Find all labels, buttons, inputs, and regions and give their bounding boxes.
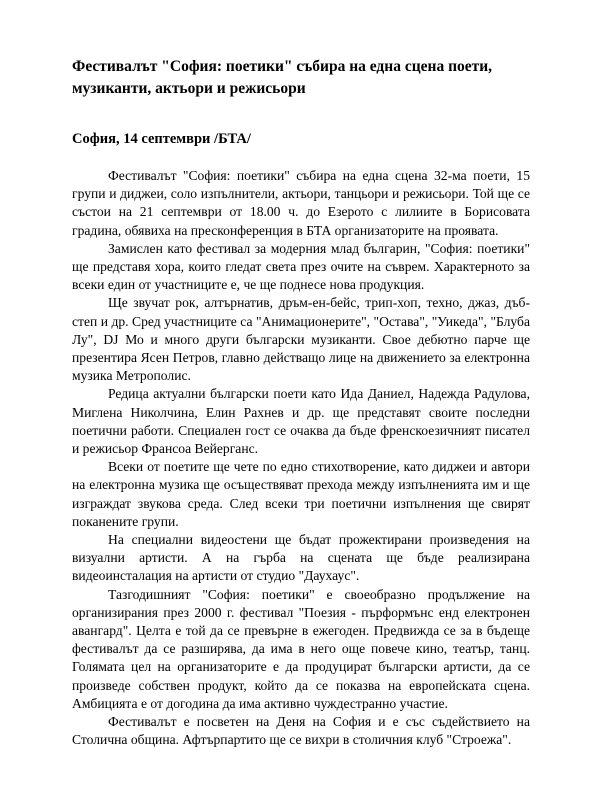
paragraph: Фестивалът е посветен на Деня на София и е със съдействието на Столична община. Афтърпартито ще се вихри в столичния клуб "Строежа". bbox=[72, 714, 530, 748]
article-title: Фестивалът "София: поетики" събира на една сцена поети, музиканти, актьори и режисьори bbox=[72, 58, 493, 97]
document-page bbox=[72, 56, 530, 750]
paragraph: Всеки от поетите ще чете по едно стихотворение, като диджеи и автори на електронна музика ще осъществяват прехода между изпълненията им и ще изграждат звукова среда. След всеки три поетични изпълнения ще свирят поканените групи. bbox=[72, 459, 530, 529]
paragraph: Замислен като фестивал за модерния млад българин, "София: поетики" ще представя хора, които гледат света през очите на съврем. Характерното за всеки един от участниците е, че ще поднесе нова продукция. bbox=[72, 240, 530, 293]
paragraph: На специални видеостени ще бъдат прожектирани произведения на визуални артисти. А на гърба на сцената ще бъде реализирана видеоинсталация на артисти от студио "Даухаус". bbox=[72, 532, 530, 584]
paragraph: Фестивалът "София: поетики" събира на една сцена 32-ма поети, 15 групи и диджеи, соло изпълнители, актьори, танцьори и режисьори. Той ще се състои на 21 септември от 18.00 ч. до Езерото с лилиите в Борисовата градина, обявиха на пресконференция в БТА организаторите на проявата. bbox=[72, 168, 530, 238]
paragraph: Редица актуални български поети като Ида Даниел, Надежда Радулова, Миглена Николчина, Елин Рахнев и др. ще представят своите последни поетични работи. Специален гост се очаква да бъде френскоезичният писател и режисьор Франсоа Вейерганс. bbox=[72, 386, 530, 457]
paragraph: Ще звучат рок, алтърнатив, дръм-ен-бейс, трип-хоп, техно, джаз, дъб-степ и др. Сред участниците са "Анимационерите", "Остава", "Уикеда", "Блуба Лу", DJ Мо и много други български музиканти. Свое дебютно парче ще презентира Ясен Петров, главно действащо лице на движението за електронна музика Метрополис. bbox=[72, 295, 530, 384]
article-body bbox=[72, 167, 530, 750]
article-dateline: София, 14 септември /БТА/ bbox=[72, 131, 251, 147]
paragraph: Тазгодишният "София: поетики" е своеобразно продължение на организирания през 2000 г. фестивал "Поезия - пърформънс енд електронен авангард". Целта е той да се превърне в ежегоден. Предвижда се за в бъдеще фестивалът да се разширява, да има в него още повече кино, театър, танц. Голямата цел на организаторите е да продуцират български артисти, да се произведе собствен продукт, който да се показва на европейската сцена. Амбицията е от догодина да има активно чуждестранно участие. bbox=[72, 586, 530, 711]
